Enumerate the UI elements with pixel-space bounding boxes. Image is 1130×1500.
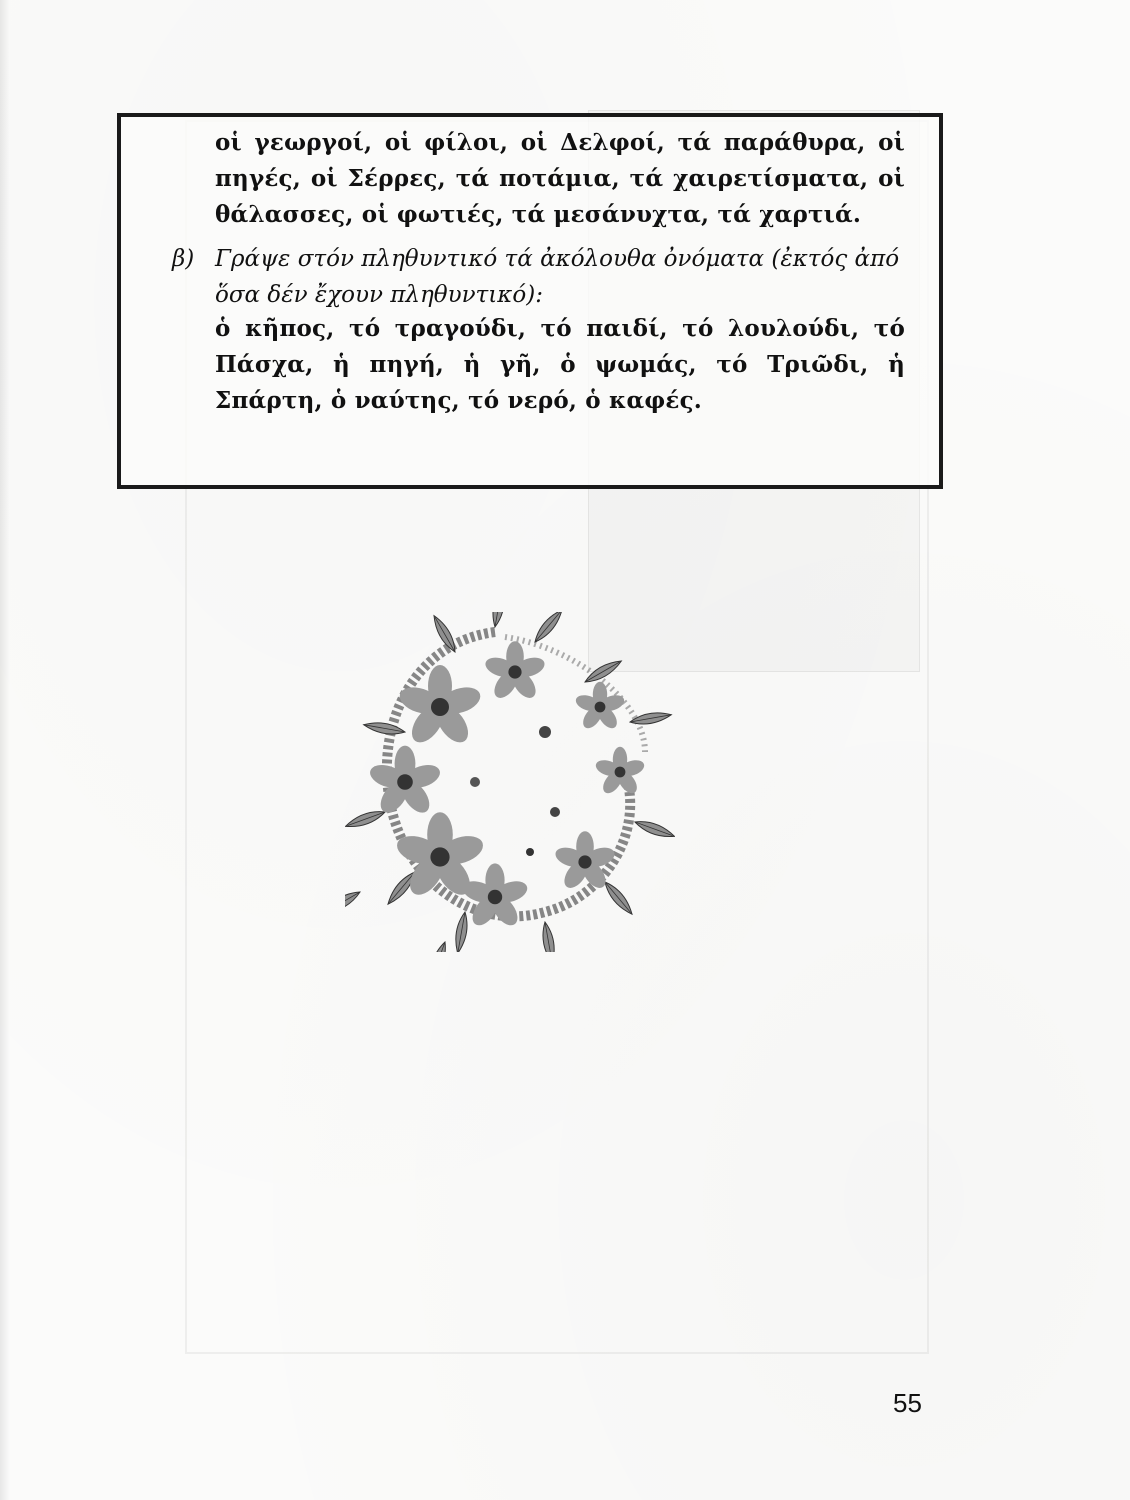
- exercise-b-instruction: Γράψε στόν πληθυντικό τά ἀκόλουθα ὀνόματα (ἐκτός ἀπό ὅσα δέν ἔχουν πληθυντικό):: [215, 246, 900, 308]
- page-edge-shadow: [0, 0, 10, 1500]
- exercise-b-instruction-block: [172, 241, 905, 313]
- page-number: 55: [893, 1388, 922, 1418]
- exercise-b-label: β): [172, 246, 195, 272]
- flower-wreath-icon: [345, 612, 675, 952]
- exercise-b-words: ὁ κῆπος, τό τραγούδι, τό παιδί, τό λουλούδι, τό Πάσχα, ἡ πηγή, ἡ γῆ, ὁ ψωμάς, τό Τριῶδι, ἡ Σπάρτη, ὁ ναύτης, τό νερό, ὁ καφές.: [215, 315, 905, 414]
- exercise-a-words: οἱ γεωργοί, οἱ φίλοι, οἱ Δελφοί, τά παράθυρα, οἱ πηγές, οἱ Σέρρες, τά ποτάμια, τά χαιρετίσματα, οἱ θάλασσες, οἱ φωτιές, τά μεσάνυχτα, τά χαρτιά.: [215, 129, 905, 228]
